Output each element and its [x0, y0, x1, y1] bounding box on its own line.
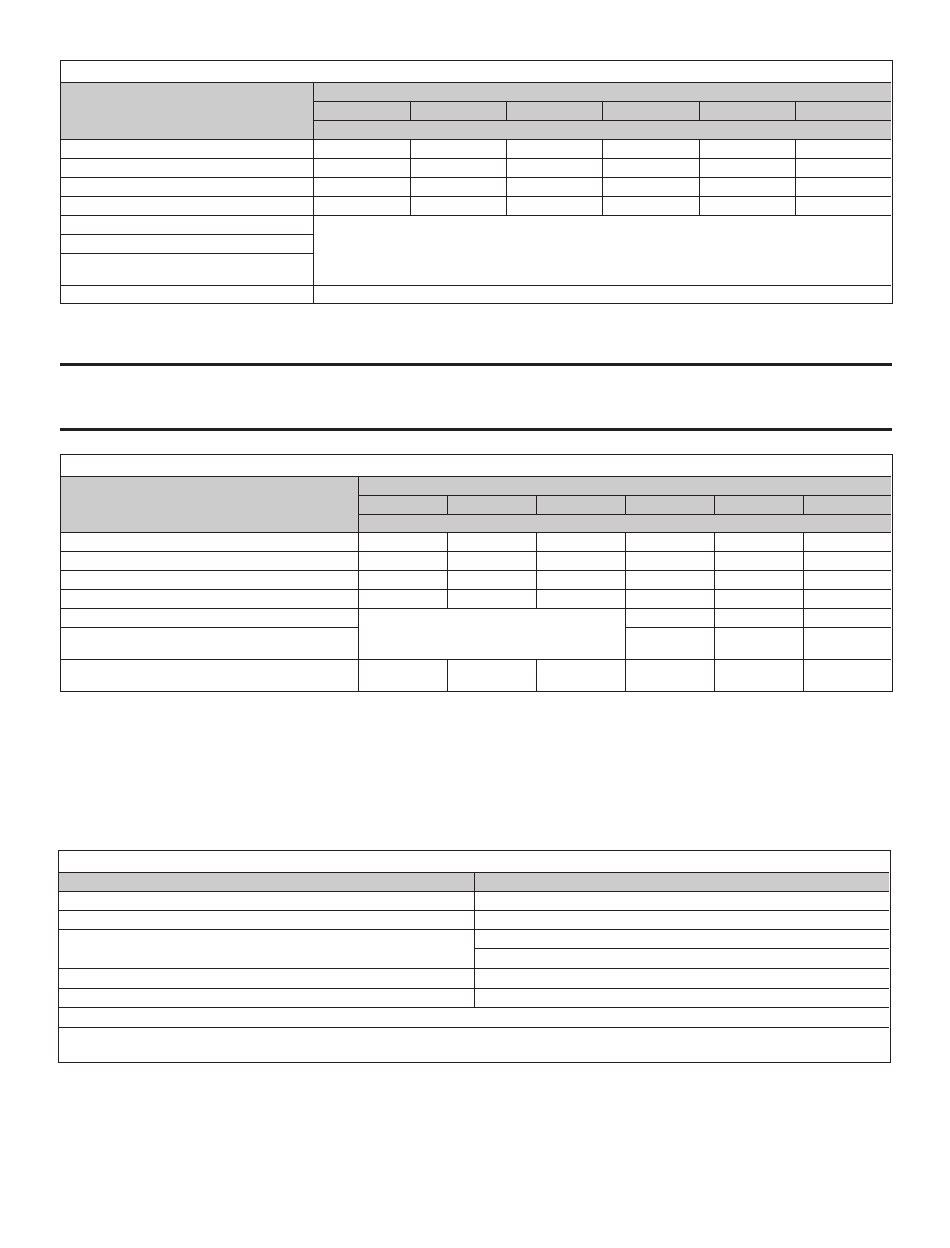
table-1-units-row — [314, 121, 891, 140]
table-3-notes-row — [59, 1028, 889, 1062]
table-1-cell — [603, 178, 700, 197]
table-2-cell — [448, 552, 537, 571]
table-2-cell — [448, 590, 537, 609]
table-1-cell — [700, 140, 796, 159]
table-2-row-header — [61, 477, 359, 533]
table-2-cell — [626, 628, 715, 660]
table-2-subheader — [715, 496, 804, 515]
table-3-column-header — [59, 873, 475, 892]
table-2-cell — [537, 660, 626, 691]
section-rule-bottom — [60, 428, 892, 431]
table-2-cell — [715, 660, 804, 691]
table-2-cell — [359, 571, 448, 590]
table-2-cell — [359, 552, 448, 571]
table-1-cell — [314, 197, 411, 216]
table-3-row-label — [59, 969, 475, 989]
table-1-subheader — [796, 102, 891, 121]
table-1-row-label — [61, 254, 314, 286]
table-2-row-label — [61, 660, 359, 691]
table-1-cell — [700, 178, 796, 197]
table-3-title-row — [59, 851, 889, 873]
table-2-cell — [804, 628, 891, 660]
table-2-row-label — [61, 609, 359, 628]
table-1-cell — [411, 140, 507, 159]
table-1-cell — [411, 197, 507, 216]
table-2-units-row — [359, 515, 891, 533]
table-1-cell — [314, 159, 411, 178]
table-2-title-row — [61, 455, 891, 477]
table-2-subheader — [537, 496, 626, 515]
table-2-subheader — [359, 496, 448, 515]
table-1-cell — [603, 140, 700, 159]
section-rule-top — [60, 363, 892, 366]
table-1-row-label — [61, 178, 314, 197]
table-2-cell — [359, 533, 448, 552]
table-1-row-label — [61, 235, 314, 254]
table-1-cell — [507, 140, 603, 159]
table-1-row-label — [61, 159, 314, 178]
table-1-cell — [314, 178, 411, 197]
table-1-cell — [796, 178, 891, 197]
table-3-row-label — [59, 989, 475, 1008]
table-1 — [60, 60, 893, 304]
table-1-cell — [507, 197, 603, 216]
table-1-cell — [507, 178, 603, 197]
table-1-cell — [411, 178, 507, 197]
table-2-row-label — [61, 571, 359, 590]
table-2-cell — [448, 660, 537, 691]
table-2-row-label — [61, 628, 359, 660]
table-1-row-label — [61, 286, 314, 303]
table-2-cell — [626, 660, 715, 691]
table-2-cell — [804, 571, 891, 590]
table-3-full-width-row — [59, 1008, 889, 1028]
table-1-subheader — [700, 102, 796, 121]
table-2-cell — [626, 609, 715, 628]
table-3-row-label — [59, 892, 475, 911]
table-2-cell — [626, 533, 715, 552]
table-1-column-group-header — [314, 83, 891, 102]
table-2-cell — [359, 660, 448, 691]
table-2-cell — [537, 571, 626, 590]
table-2-cell — [626, 552, 715, 571]
table-3-cell — [475, 892, 889, 911]
table-2-row-label — [61, 533, 359, 552]
table-2-subheader — [804, 496, 891, 515]
table-1-title-row — [61, 61, 891, 83]
table-3-cell — [475, 930, 889, 949]
table-2-cell — [804, 552, 891, 571]
table-2-cell — [804, 660, 891, 691]
table-1-cell — [796, 197, 891, 216]
table-3-row-label — [59, 911, 475, 930]
table-3-cell — [475, 989, 889, 1008]
table-2-cell — [626, 571, 715, 590]
table-1-cell — [603, 159, 700, 178]
table-3-cell — [475, 911, 889, 930]
table-2-cell — [715, 628, 804, 660]
table-2-cell — [537, 552, 626, 571]
table-1-cell — [603, 197, 700, 216]
table-1-row-label — [61, 197, 314, 216]
table-1-cell — [796, 159, 891, 178]
table-2-cell — [804, 533, 891, 552]
table-2-column-group-header — [359, 477, 891, 496]
table-1-subheader — [411, 102, 507, 121]
table-2-row-label — [61, 590, 359, 609]
table-2-merged-cell — [359, 609, 626, 660]
table-2-cell — [359, 590, 448, 609]
table-3-column-header — [475, 873, 889, 892]
table-2-cell — [804, 590, 891, 609]
table-2-cell — [804, 609, 891, 628]
table-1-row-label — [61, 216, 314, 235]
table-1-row-header — [61, 83, 314, 140]
table-2-cell — [715, 552, 804, 571]
table-1-subheader — [507, 102, 603, 121]
table-2-cell — [715, 533, 804, 552]
table-1-cell — [507, 159, 603, 178]
table-3 — [58, 850, 891, 1063]
table-2-cell — [448, 571, 537, 590]
table-2-cell — [537, 590, 626, 609]
table-1-row-label — [61, 140, 314, 159]
table-1-cell — [796, 140, 891, 159]
table-2-subheader — [626, 496, 715, 515]
table-1-subheader — [603, 102, 700, 121]
table-1-merged-cell — [314, 286, 891, 303]
table-1-cell — [411, 159, 507, 178]
table-1-cell — [700, 197, 796, 216]
table-1-merged-cell — [314, 216, 891, 286]
table-2-row-label — [61, 552, 359, 571]
table-3-row-label — [59, 930, 475, 969]
table-1-subheader — [314, 102, 411, 121]
table-2-cell — [626, 590, 715, 609]
table-3-cell — [475, 969, 889, 989]
table-2 — [60, 454, 893, 692]
table-3-cell — [475, 949, 889, 969]
table-2-cell — [448, 533, 537, 552]
table-2-cell — [715, 609, 804, 628]
table-2-subheader — [448, 496, 537, 515]
table-1-cell — [700, 159, 796, 178]
table-2-cell — [715, 590, 804, 609]
table-2-cell — [715, 571, 804, 590]
table-2-cell — [537, 533, 626, 552]
table-1-cell — [314, 140, 411, 159]
